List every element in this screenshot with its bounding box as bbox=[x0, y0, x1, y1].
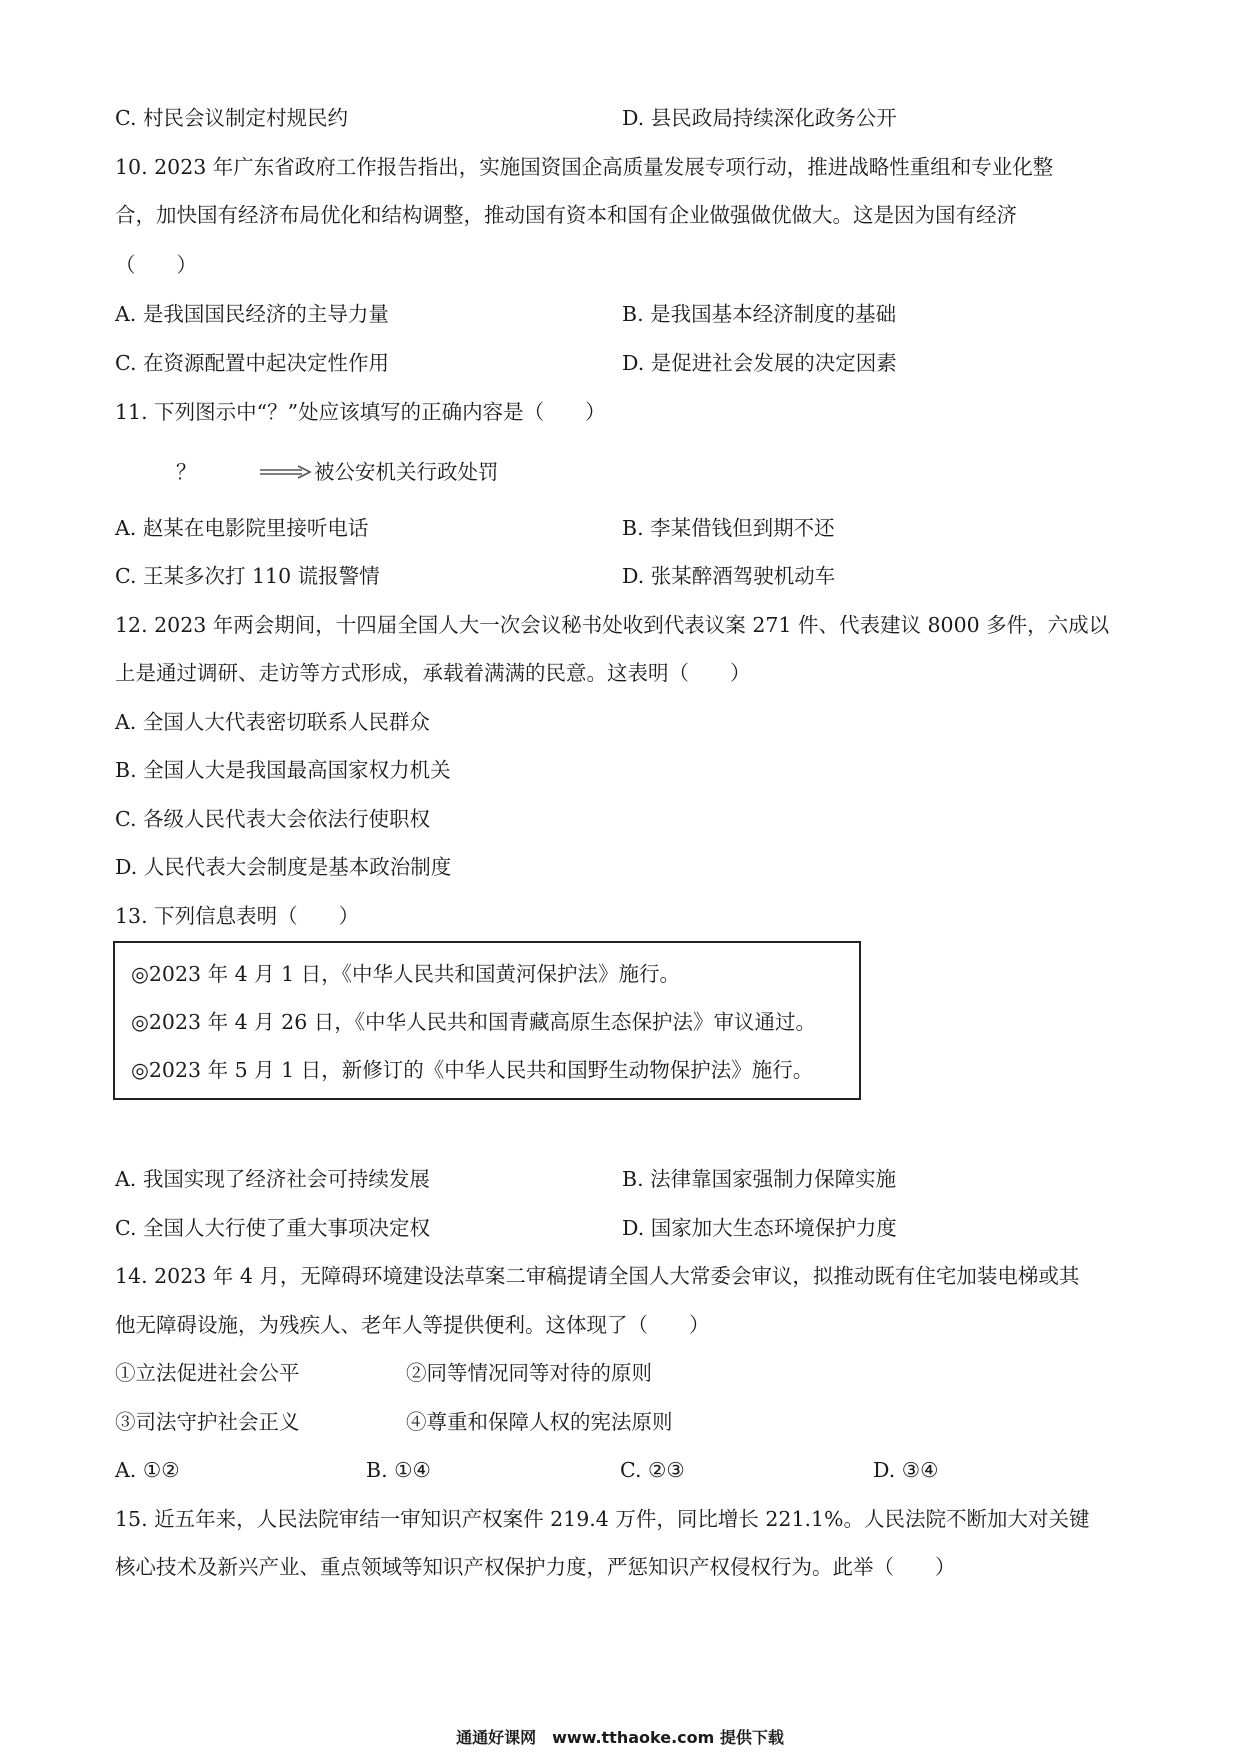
q12-option-a: A. 全国人大代表密切联系人民群众 bbox=[115, 710, 430, 734]
q13-info-item-2: ◎2023 年 4 月 26 日，《中华人民共和国青藏高原生态保护法》审议通过。 bbox=[131, 1010, 817, 1034]
q13-option-d: D. 国家加大生态环境保护力度 bbox=[622, 1216, 897, 1240]
q14-option-a: A. ①② bbox=[115, 1458, 180, 1482]
q13-option-b: B. 法律靠国家强制力保障实施 bbox=[622, 1167, 897, 1191]
page-footer: 通通好课网 www.tthaoke.com 提供下载 bbox=[456, 1728, 784, 1747]
q11-diagram-question-mark: ？ bbox=[176, 460, 197, 484]
q15-stem-line2: 核心技术及新兴产业、重点领域等知识产权保护力度，严惩知识产权侵权行为。此举（ ） bbox=[115, 1555, 956, 1579]
q9-option-c: C. 村民会议制定村规民约 bbox=[115, 106, 348, 130]
q14-option-d: D. ③④ bbox=[873, 1458, 939, 1482]
q11-stem: 11. 下列图示中“？”处应该填写的正确内容是（ ） bbox=[115, 400, 606, 424]
q11-diagram-result: 被公安机关行政处罚 bbox=[314, 460, 499, 484]
q12-option-c: C. 各级人民代表大会依法行使职权 bbox=[115, 807, 430, 831]
q13-info-item-1: ◎2023 年 4 月 1 日，《中华人民共和国黄河保护法》施行。 bbox=[131, 962, 680, 986]
q14-statement-2: ②同等情况同等对待的原则 bbox=[406, 1361, 652, 1385]
q14-option-c: C. ②③ bbox=[620, 1458, 685, 1482]
q12-stem-line1: 12. 2023 年两会期间，十四届全国人大一次会议秘书处收到代表议案 271 件、代表建议 8000 多件，六成以 bbox=[115, 613, 1110, 637]
q14-statement-4: ④尊重和保障人权的宪法原则 bbox=[406, 1410, 673, 1434]
q14-stem-line2: 他无障碍设施，为残疾人、老年人等提供便利。这体现了（ ） bbox=[115, 1313, 710, 1337]
q10-option-b: B. 是我国基本经济制度的基础 bbox=[622, 302, 897, 326]
q10-stem-line1: 10. 2023 年广东省政府工作报告指出，实施国资国企高质量发展专项行动，推进战略性重组和专业化整 bbox=[115, 155, 1054, 179]
q12-option-b: B. 全国人大是我国最高国家权力机关 bbox=[115, 758, 451, 782]
q11-option-d: D. 张某醉酒驾驶机动车 bbox=[622, 564, 836, 588]
q11-option-c: C. 王某多次打 110 谎报警情 bbox=[115, 564, 380, 588]
q11-diagram bbox=[176, 456, 676, 488]
q10-answer-blank: （ ） bbox=[115, 253, 197, 277]
double-arrow-icon bbox=[258, 464, 312, 480]
q9-option-d: D. 县民政局持续深化政务公开 bbox=[622, 106, 897, 130]
q10-option-c: C. 在资源配置中起决定性作用 bbox=[115, 351, 389, 375]
q13-info-item-3: ◎2023 年 5 月 1 日，新修订的《中华人民共和国野生动物保护法》施行。 bbox=[131, 1058, 814, 1082]
q13-info-box bbox=[113, 941, 861, 1100]
q13-option-a: A. 我国实现了经济社会可持续发展 bbox=[115, 1167, 430, 1191]
q13-stem: 13. 下列信息表明（ ） bbox=[115, 904, 360, 928]
q10-stem-line2: 合，加快国有经济布局优化和结构调整，推动国有资本和国有企业做强做优做大。这是因为国有经济 bbox=[115, 203, 1017, 227]
q11-option-a: A. 赵某在电影院里接听电话 bbox=[115, 516, 369, 540]
q12-stem-line2: 上是通过调研、走访等方式形成，承载着满满的民意。这表明（ ） bbox=[115, 661, 751, 685]
q10-option-d: D. 是促进社会发展的决定因素 bbox=[622, 351, 897, 375]
q11-option-b: B. 李某借钱但到期不还 bbox=[622, 516, 835, 540]
q14-option-b: B. ①④ bbox=[366, 1458, 431, 1482]
q10-option-a: A. 是我国国民经济的主导力量 bbox=[115, 302, 389, 326]
q14-statement-1: ①立法促进社会公平 bbox=[115, 1361, 300, 1385]
q12-option-d: D. 人民代表大会制度是基本政治制度 bbox=[115, 855, 452, 879]
q13-option-c: C. 全国人大行使了重大事项决定权 bbox=[115, 1216, 430, 1240]
q14-statement-3: ③司法守护社会正义 bbox=[115, 1410, 300, 1434]
q14-stem-line1: 14. 2023 年 4 月，无障碍环境建设法草案二审稿提请全国人大常委会审议，拟推动既有住宅加装电梯或其 bbox=[115, 1264, 1080, 1288]
q15-stem-line1: 15. 近五年来，人民法院审结一审知识产权案件 219.4 万件，同比增长 221.1%。人民法院不断加大对关键 bbox=[115, 1507, 1090, 1531]
